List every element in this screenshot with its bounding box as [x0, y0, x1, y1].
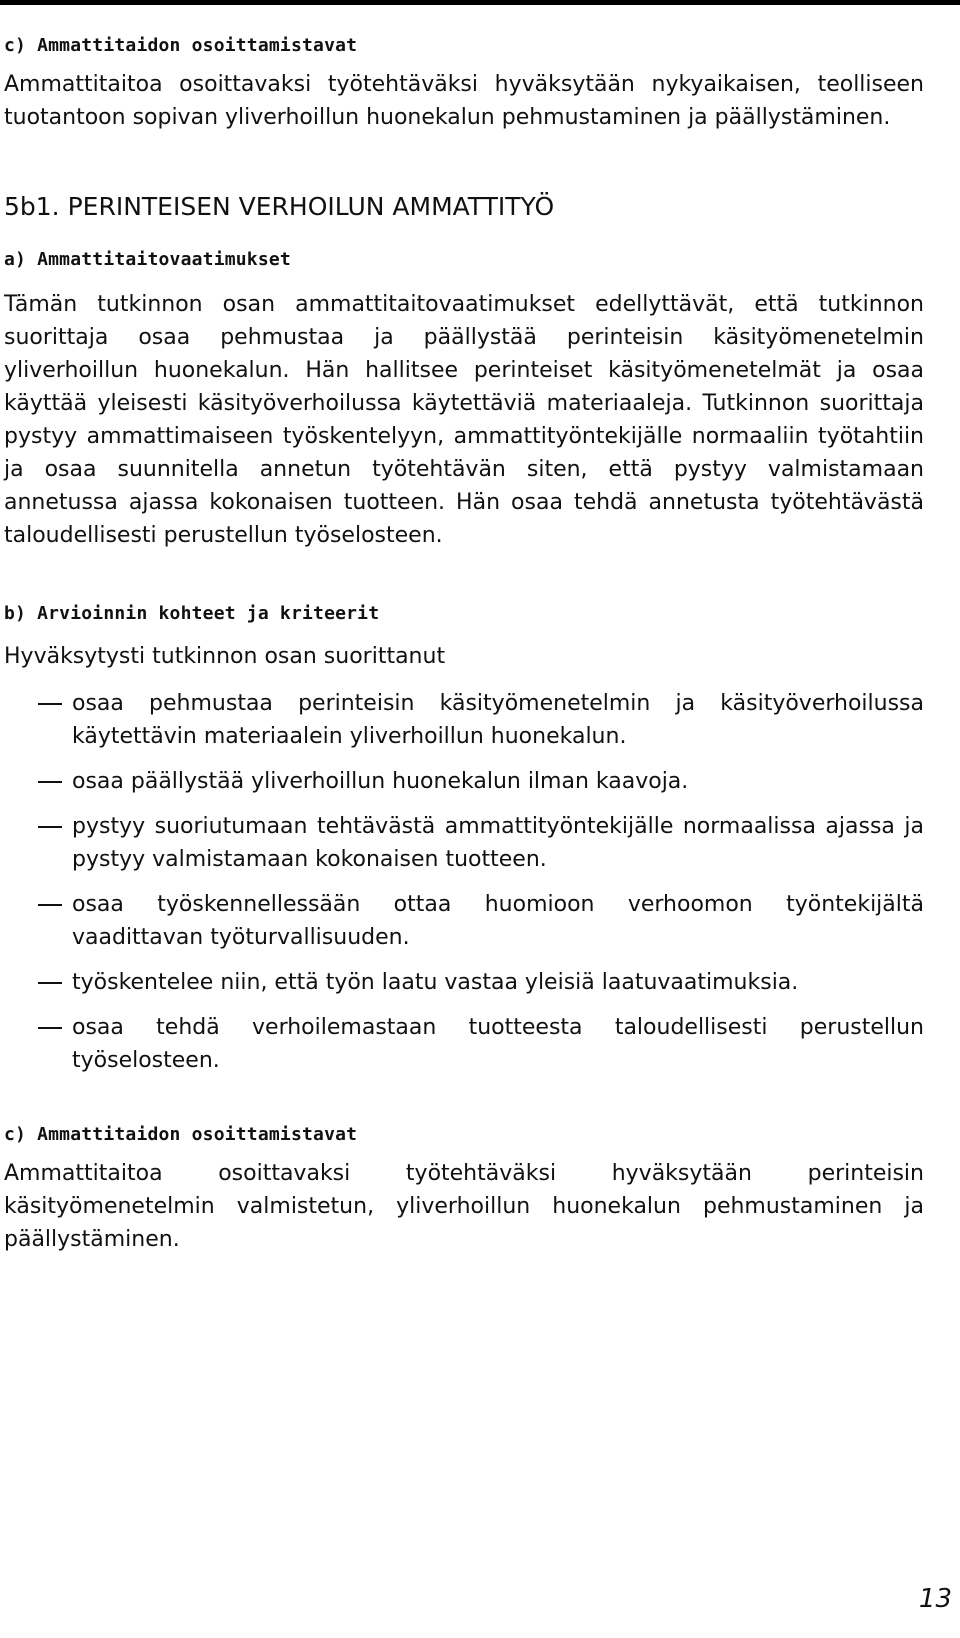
list-item: pystyy suoriutumaan tehtävästä ammattityöntekijälle normaalissa ajassa ja pystyy valmistamaan kokonaisen tuotteen. [4, 810, 924, 876]
top-rule [0, 0, 960, 5]
assessment-intro: Hyväksytysti tutkinnon osan suorittanut [4, 644, 446, 669]
requirements-text: Tämän tutkinnon osan ammattitaitovaatimukset edellyttävät, että tutkinnon suorittaja osaa pehmustaa ja päällystää perinteisin käsityömenetelmin yliverhoillun huonekalun. Hän hallitsee perinteiset käsityömenetelmät ja osaa käyttää yleisesti käsityöverhoilussa käytettäviä materiaaleja. Tutkinnon suorittaja pystyy ammattimaiseen työskentelyyn, ammattityöntekijälle normaaliin työtahtiin ja osaa suunnitella annetun työtehtävän siten, että pystyy valmistamaan annetussa ajassa kokonaisen tuotteen. Hän osaa tehdä annetusta työtehtävästä taloudellisesti perustellun työselosteen. [4, 292, 924, 548]
demonstration-text: Ammattitaitoa osoittavaksi työtehtäväksi hyväksytään perinteisin käsityömenetelmin valmistetun, yliverhoillun huonekalun pehmustaminen ja päällystäminen. [4, 1161, 924, 1252]
list-item: osaa päällystää yliverhoillun huonekalun ilman kaavoja. [4, 765, 924, 798]
page-number: 13 [918, 1584, 952, 1614]
requirements-heading: a) Ammattitaitovaatimukset [4, 249, 291, 270]
assessment-heading: b) Arvioinnin kohteet ja kriteerit [4, 603, 380, 624]
list-item: työskentelee niin, että työn laatu vastaa yleisiä laatuvaatimuksia. [4, 966, 924, 999]
page-content [4, 34, 924, 1256]
dash-bullet [38, 826, 62, 828]
section-title-5b1: 5b1. PERINTEISEN VERHOILUN AMMATTITYÖ [4, 192, 555, 221]
section-c-heading: c) Ammattitaidon osoittamistavat [4, 35, 358, 56]
dash-bullet [38, 1027, 62, 1029]
dash-bullet [38, 781, 62, 783]
demonstration-heading: c) Ammattitaidon osoittamistavat [4, 1124, 358, 1145]
list-item: osaa työskennellessään ottaa huomioon verhoomon työntekijältä vaadittavan työturvallisuuden. [4, 888, 924, 954]
criteria-list [4, 687, 924, 1077]
list-item: osaa pehmustaa perinteisin käsityömenetelmin ja käsityöverhoilussa käytettävin materiaalein yliverhoillun huonekalun. [4, 687, 924, 753]
dash-bullet [38, 703, 62, 705]
dash-bullet [38, 982, 62, 984]
dash-bullet [38, 904, 62, 906]
section-c-text: Ammattitaitoa osoittavaksi työtehtäväksi hyväksytään nykyaikaisen, teolliseen tuotantoon sopivan yliverhoillun huonekalun pehmustaminen ja päällystäminen. [4, 72, 924, 130]
list-item: osaa tehdä verhoilemastaan tuotteesta taloudellisesti perustellun työselosteen. [4, 1011, 924, 1077]
